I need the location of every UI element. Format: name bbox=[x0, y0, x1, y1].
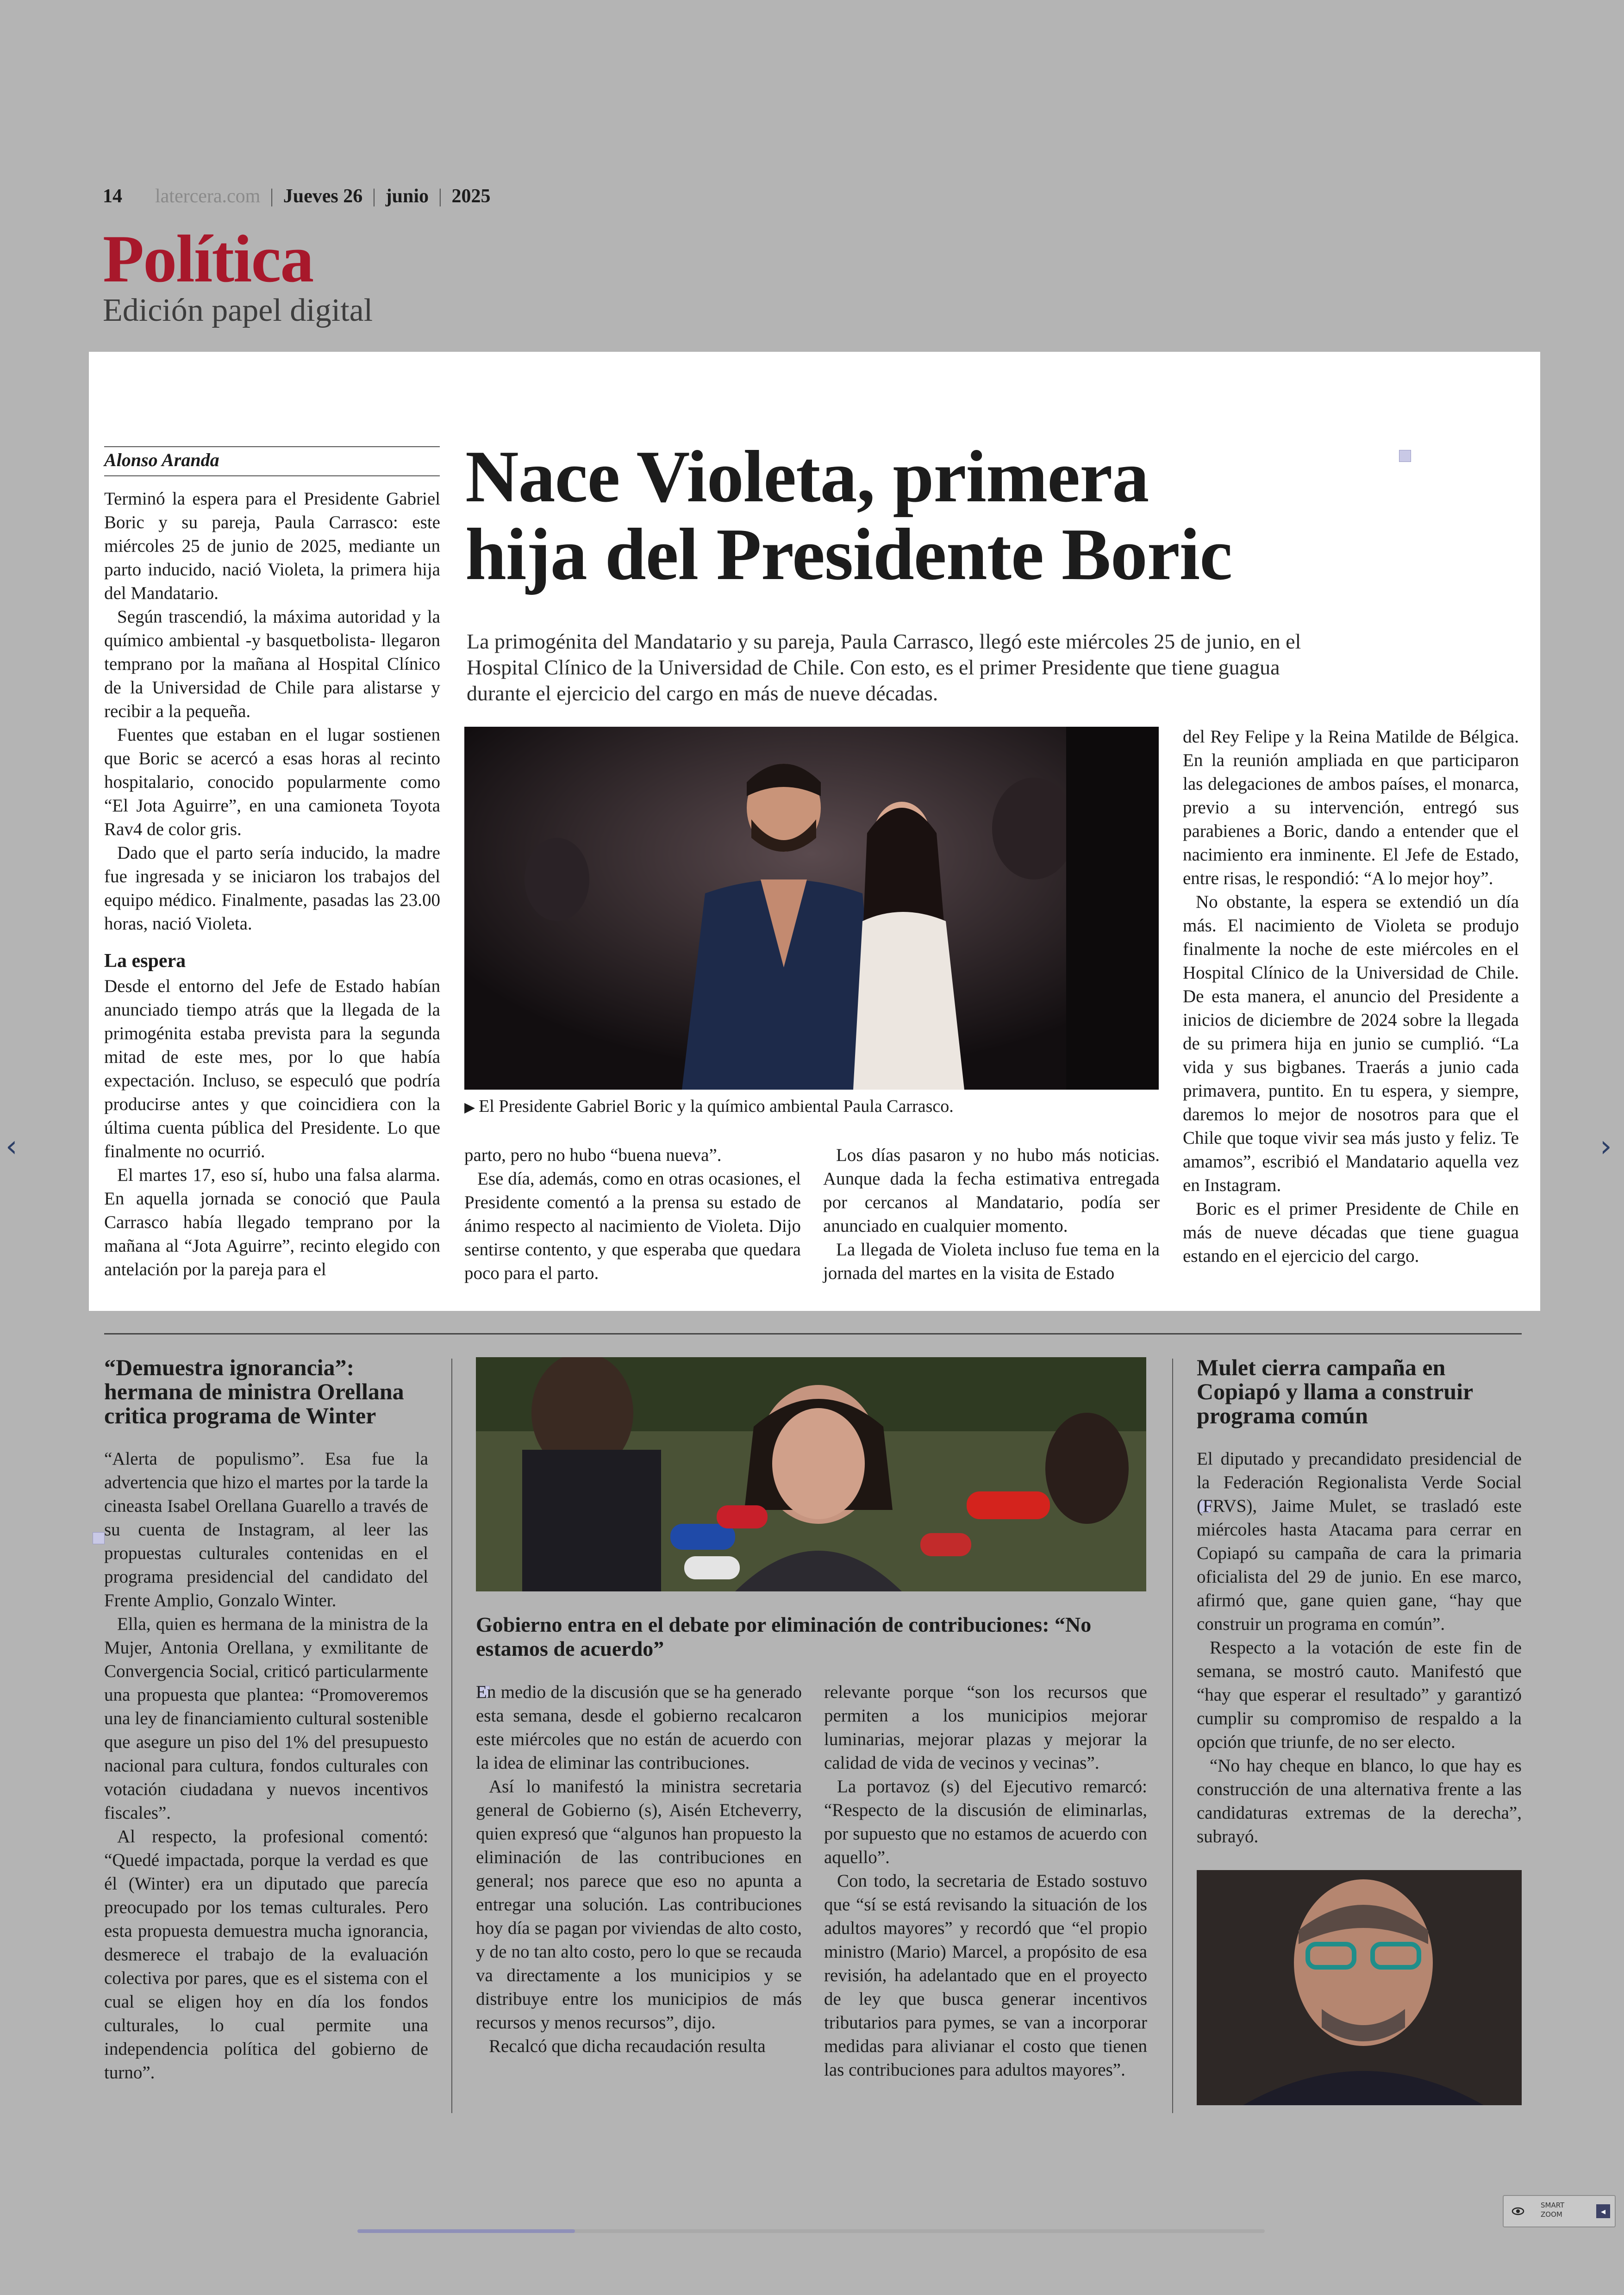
edition-label: Edición papel digital bbox=[103, 293, 373, 328]
paragraph: Según trascendió, la máxima autoridad y la químico ambiental -y basquetbolista- llegaron temprano por la mañana al Hospital Clínico de la Universidad de Chile para alistarse y recibir a la pequeña. bbox=[104, 607, 440, 721]
photo-caption: ▶ El Presidente Gabriel Boric y la químico ambiental Paula Carrasco. bbox=[464, 1097, 954, 1116]
paragraph: Ella, quien es hermana de la ministra de la Mujer, Antonia Orellana, y exmilitante de Convergencia Social, criticó particularmente una propuesta que plantea: “Promoveremos una ley de financiamiento cultural sostenible que asegure un piso del 1% del presupuesto nacional para cultura, fondos culturales con votación ciudadana y nuevos incentivos fiscales”. bbox=[104, 1614, 428, 1823]
story-mid-photo bbox=[476, 1357, 1146, 1591]
masthead: 14 latercera.com | Jueves 26 | junio | 2025 bbox=[103, 186, 491, 207]
story-left-headline[interactable]: “Demuestra ignorancia”: hermana de ministra Orellana critica programa de Winter bbox=[104, 1354, 404, 1428]
paragraph: Con todo, la secretaria de Estado sostuvo que “sí se está revisando la situación de los adultos mayores” y recordó que “el propio ministro (Mario) Marcel, a propósito de esa revisión, ha adelantado que en el proyecto de ley que busca generar incentivos tributarios para pymes, se van a incorporar medidas para alivianar el costo que tienen las contribuciones para adultos mayores”. bbox=[824, 1871, 1147, 2080]
column-divider bbox=[451, 1359, 452, 2113]
caption-arrow-icon: ▶ bbox=[464, 1100, 475, 1115]
lead-photo bbox=[464, 727, 1159, 1090]
paragraph: parto, pero no hubo “buena nueva”. bbox=[464, 1145, 722, 1165]
paragraph: El diputado y precandidato presidencial de la Federación Regionalista Verde Social (FRVS), Jaime Mulet, se trasladó este miércoles hasta Atacama para cerrar en Copiapó su campaña de cara la primaria oficialista del 29 de junio. En ese marco, afirmó que, gane quien gane, “hay que construir un programa en común”. bbox=[1197, 1449, 1522, 1634]
paragraph: Así lo manifestó la ministra secretaria general de Gobierno (s), Aisén Etcheverry, quien expresó que “algunos han propuesto la eliminación de las contribuciones en general; nos parece que eso no apunta a entregar una solución. Las contribuciones hoy día se pagan por viviendas de alto costo, y de no tan alto costo, pero lo que se recauda va directamente a los municipios y se distribuye entre los municipios de más recursos y menos recursos”, dijo. bbox=[476, 1777, 802, 2033]
next-page-icon[interactable]: › bbox=[1600, 1129, 1612, 1164]
paragraph: Fuentes que estaban en el lugar sostienen que Boric se acercó a esas horas al recinto hospitalario, conocido popularmente como “El Jota Aguirre”, en una camioneta Toyota Rav4 de color gris. bbox=[104, 725, 440, 839]
reading-progress-fill bbox=[357, 2229, 575, 2233]
story-right-headline[interactable]: Mulet cierra campaña en Copiapó y llama a construir programa común bbox=[1197, 1354, 1473, 1428]
paragraph: “Alerta de populismo”. Esa fue la advertencia que hizo el martes por la tarde la cineasta Isabel Orellana Guarello a través de su cuenta de Instagram, al leer las propuestas culturales contenidas en el programa presidencial del candidato del Frente Amplio, Gonzalo Winter. bbox=[104, 1449, 428, 1610]
story-right-photo bbox=[1197, 1870, 1522, 2105]
story-left-body bbox=[104, 1447, 428, 2084]
paragraph: La llegada de Violeta incluso fue tema en la jornada del martes en la visita de Estado bbox=[823, 1240, 1160, 1283]
page-number: 14 bbox=[103, 186, 122, 207]
author-byline: Alonso Aranda bbox=[104, 449, 219, 470]
paragraph: Desde el entorno del Jefe de Estado habían anunciado tiempo atrás que la llegada de la primogénita estaba prevista para la segunda mitad de este mes, por lo que había expectación. Incluso, se especuló que podría producirse antes y que coincidiera con la última cuenta pública del Presidente. Lo que finalmente no ocurrió. bbox=[104, 976, 440, 1161]
site-name: latercera.com bbox=[155, 186, 261, 207]
paragraph: Respecto a la votación de este fin de semana, se mostró cauto. Manifestó que “hay que esperar el resultado” y garantizó cumplir su compromiso de respaldo a la opción que triunfe, de no ser electo. bbox=[1197, 1638, 1522, 1752]
lead-deck: La primogénita del Mandatario y su pareja, Paula Carrasco, llegó este miércoles 25 de junio, en el Hospital Clínico de la Universidad de Chile. Con esto, es el primer Presidente que tiene guagua durante el ejercicio del cargo en más de nueve décadas. bbox=[467, 630, 1301, 705]
paragraph: No obstante, la espera se extendió un día más. El nacimiento de Violeta se produjo finalmente la noche de este miércoles en el Hospital Clínico de la Universidad de Chile. De esta manera, el anuncio del Presidente a inicios de diciembre de 2024 sobre la llegada de su primera hija en junio se cumplió. “La vida y sus bigbanes. Traerás a junio cada primavera, puntito. En tu espera, y siempre, daremos lo mejor de nosotros para que el Chile que toque vivir sea más justo y feliz. Te amamos”, escribió el Mandatario aquella vez en Instagram. bbox=[1183, 892, 1519, 1195]
paragraph: Terminó la espera para el Presidente Gabriel Boric y su pareja, Paula Carrasco: este miércoles 25 de junio de 2025, mediante un parto inducido, nació Violeta, la primera hija del Mandatario. bbox=[104, 489, 440, 603]
paragraph: El martes 17, eso sí, hubo una falsa alarma. En aquella jornada se conoció que Paula Carrasco había llegado temprano por la mañana al “Jota Aguirre”, recinto elegido con antelación por la pareja para el bbox=[104, 1165, 440, 1279]
section-title: Política bbox=[103, 221, 313, 296]
column-divider bbox=[1172, 1359, 1173, 2113]
section-divider bbox=[104, 1333, 1522, 1335]
date-month: junio bbox=[385, 186, 429, 207]
story-mid-headline[interactable]: Gobierno entra en el debate por eliminación de contribuciones: “No estamos de acuerdo” bbox=[476, 1613, 1092, 1660]
byline-rule bbox=[104, 446, 440, 447]
annotation-marker[interactable] bbox=[93, 1532, 105, 1544]
annotation-marker[interactable] bbox=[1399, 450, 1411, 462]
lead-headline: Nace Violeta, primera hija del Presidente Boric bbox=[465, 435, 1232, 595]
paragraph: En medio de la discusión que se ha generado esta semana, desde el gobierno recalcaron este miércoles que no están de acuerdo con la idea de eliminar las contribuciones. bbox=[476, 1682, 802, 1773]
smart-zoom-button[interactable]: SMART ZOOM ◂ bbox=[1503, 2195, 1616, 2227]
lead-column-4 bbox=[1183, 725, 1519, 1268]
date-year: 2025 bbox=[451, 186, 491, 207]
date-day: Jueves 26 bbox=[283, 186, 363, 207]
lead-column-1 bbox=[104, 487, 440, 1281]
story-right-body bbox=[1197, 1447, 1522, 1848]
paragraph: del Rey Felipe y la Reina Matilde de Bélgica. En la reunión ampliada en que participaron las delegaciones de ambos países, el monarca, previo a su intervención, entregó sus parabienes a Boric, dando a entender que el nacimiento era inminente. El Jefe de Estado, entre risas, le respondió: “A lo mejor hoy”. bbox=[1183, 727, 1519, 888]
lead-column-3 bbox=[823, 1143, 1160, 1285]
paragraph: Dado que el parto sería inducido, la madre fue ingresada y se iniciaron los trabajos del equipo médico. Finalmente, pasadas las 23.00 horas, nació Violeta. bbox=[104, 843, 440, 934]
byline-rule bbox=[104, 475, 440, 476]
paragraph: Al respecto, la profesional comentó: “Quedé impactada, porque la verdad es que él (Winter) era un diputado que parecía preocupado por los temas culturales. Pero esta propuesta demuestra mucha ignorancia, desmerece el trabajo de la evaluación colectiva por pares, que es el sistema con el cual se eligen hoy en día los fondos culturales, lo cual permite una independencia política del gobierno de turno”. bbox=[104, 1827, 428, 2083]
paragraph: Ese día, además, como en otras ocasiones, el Presidente comentó a la prensa su estado de ánimo respecto al nacimiento de Violeta. Dijo sentirse contento, y que esperaba que quedara poco para el parto. bbox=[464, 1169, 801, 1283]
lead-column-2 bbox=[464, 1143, 801, 1285]
paragraph: La portavoz (s) del Ejecutivo remarcó: “Respecto de la discusión de eliminarlas, por supuesto que no estamos de acuerdo con aquello”. bbox=[824, 1777, 1147, 1867]
eye-icon bbox=[1511, 2204, 1525, 2218]
paragraph: relevante porque “son los recursos que permiten a los municipios mejorar luminarias, mejorar plazas y mejorar la calidad de vida de vecinos y vecinas”. bbox=[824, 1682, 1147, 1773]
subhead: La espera bbox=[104, 950, 186, 972]
prev-page-icon[interactable]: ‹ bbox=[6, 1129, 18, 1164]
paragraph: Recalcó que dicha recaudación resulta bbox=[489, 2036, 766, 2056]
paragraph: Los días pasaron y no hubo más noticias. Aunque dada la fecha estimativa entregada por cercanos al Mandatario, podía ser anunciado en cualquier momento. bbox=[823, 1145, 1160, 1236]
story-mid-column-a bbox=[476, 1680, 802, 2058]
paragraph: “No hay cheque en blanco, lo que hay es construcción de una alternativa frente a las candidaturas extremas de la derecha”, subrayó. bbox=[1197, 1756, 1522, 1846]
story-mid-column-b bbox=[824, 1680, 1147, 2082]
zoom-toggle-icon[interactable]: ◂ bbox=[1596, 2204, 1610, 2218]
paragraph: Boric es el primer Presidente de Chile en más de nueve décadas que tiene guagua estando en el ejercicio del cargo. bbox=[1183, 1199, 1519, 1266]
